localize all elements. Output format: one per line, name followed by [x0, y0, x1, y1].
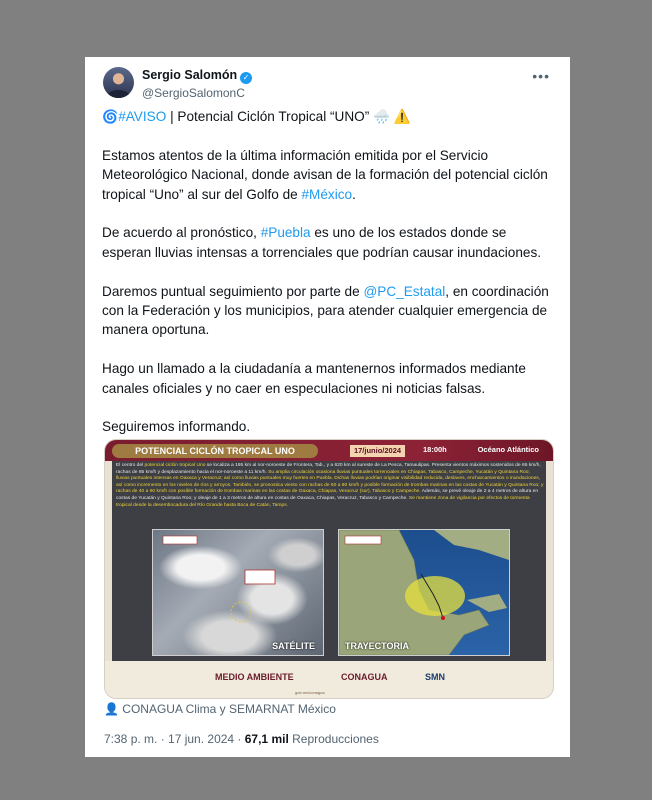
paragraph-1-text: Estamos atentos de la última información emitida por el Servicio Meteorológico Nacional, donde avisan de la formación del potencial ciclón tropical “Uno” al sur del Golfo de: [102, 147, 548, 202]
image-hour: 18:00h: [423, 445, 447, 454]
logo-website: gob.mx/conagua: [295, 690, 325, 695]
desc-highlight: potencial ciclón tropical Uno: [144, 463, 206, 468]
headline-text: | Potencial Ciclón Tropical “UNO” 🌧️ ⚠️: [166, 109, 411, 124]
image-date: 17/junio/2024: [350, 445, 405, 457]
desc-part-a: El centro del: [116, 463, 145, 468]
logo-conagua: CONAGUA: [341, 672, 388, 682]
image-ocean: Océano Atlántico: [477, 445, 539, 454]
satellite-panel: [152, 529, 324, 656]
desc-part-e: Se mantiene zona de vigilancia por efectos de tormenta tropical desde la desembocadura del Río Grande hasta Boca de Catán, Tamps.: [116, 495, 530, 508]
paragraph-1: [102, 146, 554, 204]
tweet-header: [102, 65, 554, 105]
desc-part-c: Su amplia circulación ocasiona lluvias puntuales torrenciales en Chiapas, Tabasco, Campeche, Yucatán y Quintana Roo; lluvias puntuales intensas en Oaxaca y Veracruz; así como lluvias puntuales muy fuertes en Puebla. Dichas lluvias podrían originar visibilidad reducida, deslaves, encharcamientos o inundaciones, así como incremento en los niveles de ríos y arroyos. También, se pronostica viento con rachas de 60 a 80 km/h y posible formación de trombas marinas en las costas de Yucatán y Quintana Roo; y rachas de 40 a 60 km/h con posible formación de trombas marinas en las costas de Oaxaca, Chiapas, Veracruz (sur), Tabasco y Campeche.: [116, 469, 544, 495]
paragraph-3-end: , en coordinación con la Federación y los municipios, para atender cualquier emergencia de manera oportuna.: [102, 283, 549, 338]
paragraph-5: Seguiremos informando.: [102, 419, 251, 435]
tweet-meta: [104, 732, 379, 746]
cyclone-icon: 🌀: [102, 109, 119, 124]
media-credit[interactable]: [104, 702, 336, 716]
tweet-media-image[interactable]: [104, 439, 554, 699]
author-handle[interactable]: @SergioSalomonC: [142, 86, 245, 100]
more-options-icon[interactable]: •••: [532, 68, 550, 84]
image-content: [112, 461, 546, 661]
person-icon: 👤: [104, 702, 119, 716]
image-logos: [105, 661, 553, 698]
logo-medio-ambiente: MEDIO AMBIENTE: [215, 672, 294, 682]
satellite-label: SATÉLITE: [272, 641, 315, 651]
hashtag-mexico[interactable]: #México: [301, 186, 353, 202]
paragraph-2-text: De acuerdo al pronóstico,: [102, 225, 261, 241]
paragraph-2-end: es uno de los estados donde se esperan lluvias intensas a torrenciales que podrían causar inundaciones.: [102, 225, 542, 260]
trajectory-panel: [338, 529, 510, 656]
views-label: Reproducciones: [288, 732, 379, 746]
hashtag-aviso[interactable]: #AVISO: [118, 109, 167, 124]
trajectory-label: TRAYECTORIA: [345, 641, 410, 651]
author-name[interactable]: [142, 68, 252, 84]
paragraph-1-end: .: [352, 186, 356, 202]
trajectory-point-icon: [441, 616, 445, 620]
avatar[interactable]: [103, 67, 134, 98]
image-banner: [105, 440, 553, 461]
author-name-text[interactable]: Sergio Salomón: [142, 68, 238, 82]
image-title: POTENCIAL CICLÓN TROPICAL UNO: [112, 444, 318, 458]
tweet-headline: [102, 107, 554, 126]
image-description: [116, 463, 544, 509]
trajectory-map: [339, 530, 509, 655]
desc-part-d: Además, se prevé oleaje de 2 a 4 metros de altura en costas de Yucatán y Quintana Roo; y oleaje de 1 a 3 metros de altura en costas de Oaxaca, Chiapas, Veracruz, Tabasco y Campeche.: [116, 489, 539, 501]
paragraph-4: Hago un llamado a la ciudadanía a mantenernos informados mediante canales oficiales y no caer en especulaciones ni noticias falsas.: [102, 361, 526, 396]
hashtag-puebla[interactable]: #Puebla: [260, 225, 311, 241]
mention-pc-estatal[interactable]: @PC_Estatal: [363, 283, 446, 299]
paragraph-3: [102, 282, 554, 340]
logo-smn: SMN: [425, 672, 445, 682]
tweet-timestamp[interactable]: 7:38 p. m. · 17 jun. 2024 ·: [104, 732, 245, 746]
media-credit-text[interactable]: CONAGUA Clima y SEMARNAT México: [122, 702, 336, 716]
paragraph-3-text: Daremos puntual seguimiento por parte de: [102, 283, 364, 299]
views-count: 67,1 mil: [244, 732, 289, 746]
paragraph-2: [102, 223, 554, 262]
tweet-body: [102, 107, 554, 437]
desc-part-b: se localiza a 195 km al nor-noroeste de Frontera, Tab., y a 620 km al sureste de La Pesca, Tamaulipas. Presenta vientos máximos sostenidos de 65 km/h, rachas de 85 km/h y desplazamiento hacia el nor-noroeste a 11 km/h.: [116, 463, 541, 475]
satellite-overlay: [153, 530, 323, 655]
verified-badge-icon: ✓: [240, 72, 252, 84]
